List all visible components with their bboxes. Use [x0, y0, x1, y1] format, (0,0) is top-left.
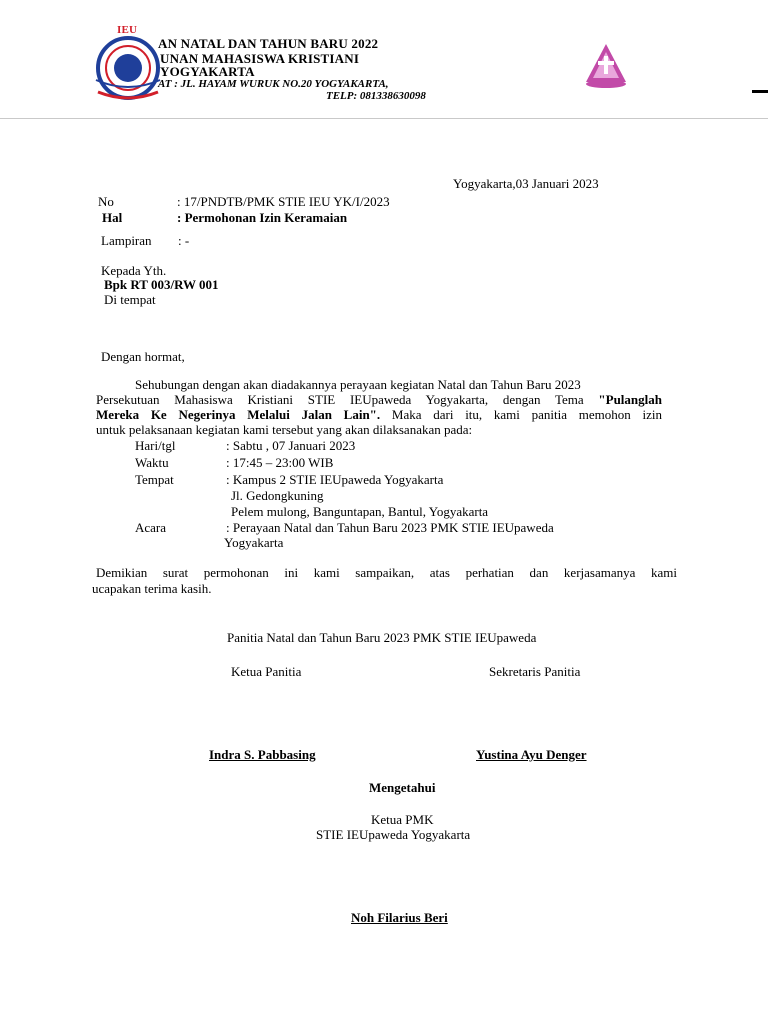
- no-value: : 17/PNDTB/PMK STIE IEU YK/I/2023: [177, 194, 390, 209]
- body-line-4: untuk pelaksanaan kegiatan kami tersebut yang akan dilaksanakan pada:: [96, 422, 473, 437]
- corner-mark: [752, 90, 768, 93]
- hari-value: : Sabtu , 07 Januari 2023: [226, 438, 356, 453]
- recipient-line-3: Di tempat: [104, 292, 156, 307]
- chair-name: Indra S. Pabbasing: [209, 747, 316, 762]
- pmk-name: Noh Filarius Beri: [351, 910, 448, 925]
- waktu-label: Waktu: [135, 455, 169, 470]
- body-line-3: [96, 407, 662, 423]
- committee-name: Panitia Natal dan Tahun Baru 2023 PMK STIE IEUpaweda: [227, 630, 537, 645]
- header-line-1: AN NATAL DAN TAHUN BARU 2022: [158, 36, 379, 51]
- lampiran-value: : -: [178, 233, 190, 248]
- theme-start: "Pulanglah: [598, 392, 662, 407]
- logo-text: IEU: [117, 24, 138, 36]
- tempat-label: Tempat: [135, 472, 174, 487]
- acara-value-1: : Perayaan Natal dan Tahun Baru 2023 PMK STIE IEUpaweda: [226, 520, 554, 535]
- closing-line-1: Demikian surat permohonan ini kami sampaikan, atas perhatian dan kerjasamanya kami: [96, 565, 677, 580]
- tempat-value-2: Jl. Gedongkuning: [231, 488, 324, 503]
- header-address: AT : JL. HAYAM WURUK NO.20 YOGYAKARTA,: [158, 78, 389, 90]
- pmk-logo: [582, 42, 630, 92]
- pmk-title-2: STIE IEUpaweda Yogyakarta: [316, 827, 471, 842]
- chair-title: Ketua Panitia: [231, 664, 302, 679]
- body-line-2a: Persekutuan Mahasiswa Kristiani STIE IEUpaweda Yogyakarta, dengan Tema: [96, 392, 599, 407]
- secretary-name: Yustina Ayu Denger: [476, 747, 587, 762]
- closing-line-2: ucapakan terima kasih.: [92, 581, 212, 596]
- header-line-2: UNAN MAHASISWA KRISTIANI: [160, 51, 360, 66]
- secretary-title: Sekretaris Panitia: [489, 664, 581, 679]
- acara-label: Acara: [135, 520, 167, 535]
- hari-label: Hari/tgl: [135, 438, 176, 453]
- acknowledge-label: Mengetahui: [369, 780, 436, 795]
- hal-value: : Permohonan Izin Keramaian: [177, 210, 348, 225]
- no-label: No: [98, 194, 114, 209]
- tempat-value-3: Pelem mulong, Banguntapan, Bantul, Yogyakarta: [231, 504, 489, 519]
- pmk-title-1: Ketua PMK: [371, 812, 434, 827]
- hal-label: Hal: [102, 210, 123, 225]
- body-line-2: [96, 392, 662, 408]
- greeting: Dengan hormat,: [101, 349, 185, 364]
- lampiran-label: Lampiran: [101, 233, 152, 248]
- recipient-line-1: Kepada Yth.: [101, 263, 167, 278]
- body-line-3b: Maka dari itu, kami panitia memohon izin: [380, 407, 663, 422]
- theme-end: Mereka Ke Negerinya Melalui Jalan Lain".: [96, 407, 381, 422]
- recipient-line-2: Bpk RT 003/RW 001: [104, 277, 219, 292]
- header-divider: [0, 118, 768, 119]
- acara-value-2: Yogyakarta: [224, 535, 284, 550]
- tempat-value-1: : Kampus 2 STIE IEUpaweda Yogyakarta: [226, 472, 444, 487]
- waktu-value: : 17:45 – 23:00 WIB: [226, 455, 334, 470]
- header-phone: TELP: 081338630098: [326, 90, 426, 102]
- letter-date: Yogyakarta,03 Januari 2023: [453, 176, 599, 191]
- header-line-3: YOGYAKARTA: [160, 64, 255, 79]
- body-line-1: Sehubungan dengan akan diadakannya perayaan kegiatan Natal dan Tahun Baru 2023: [135, 377, 581, 392]
